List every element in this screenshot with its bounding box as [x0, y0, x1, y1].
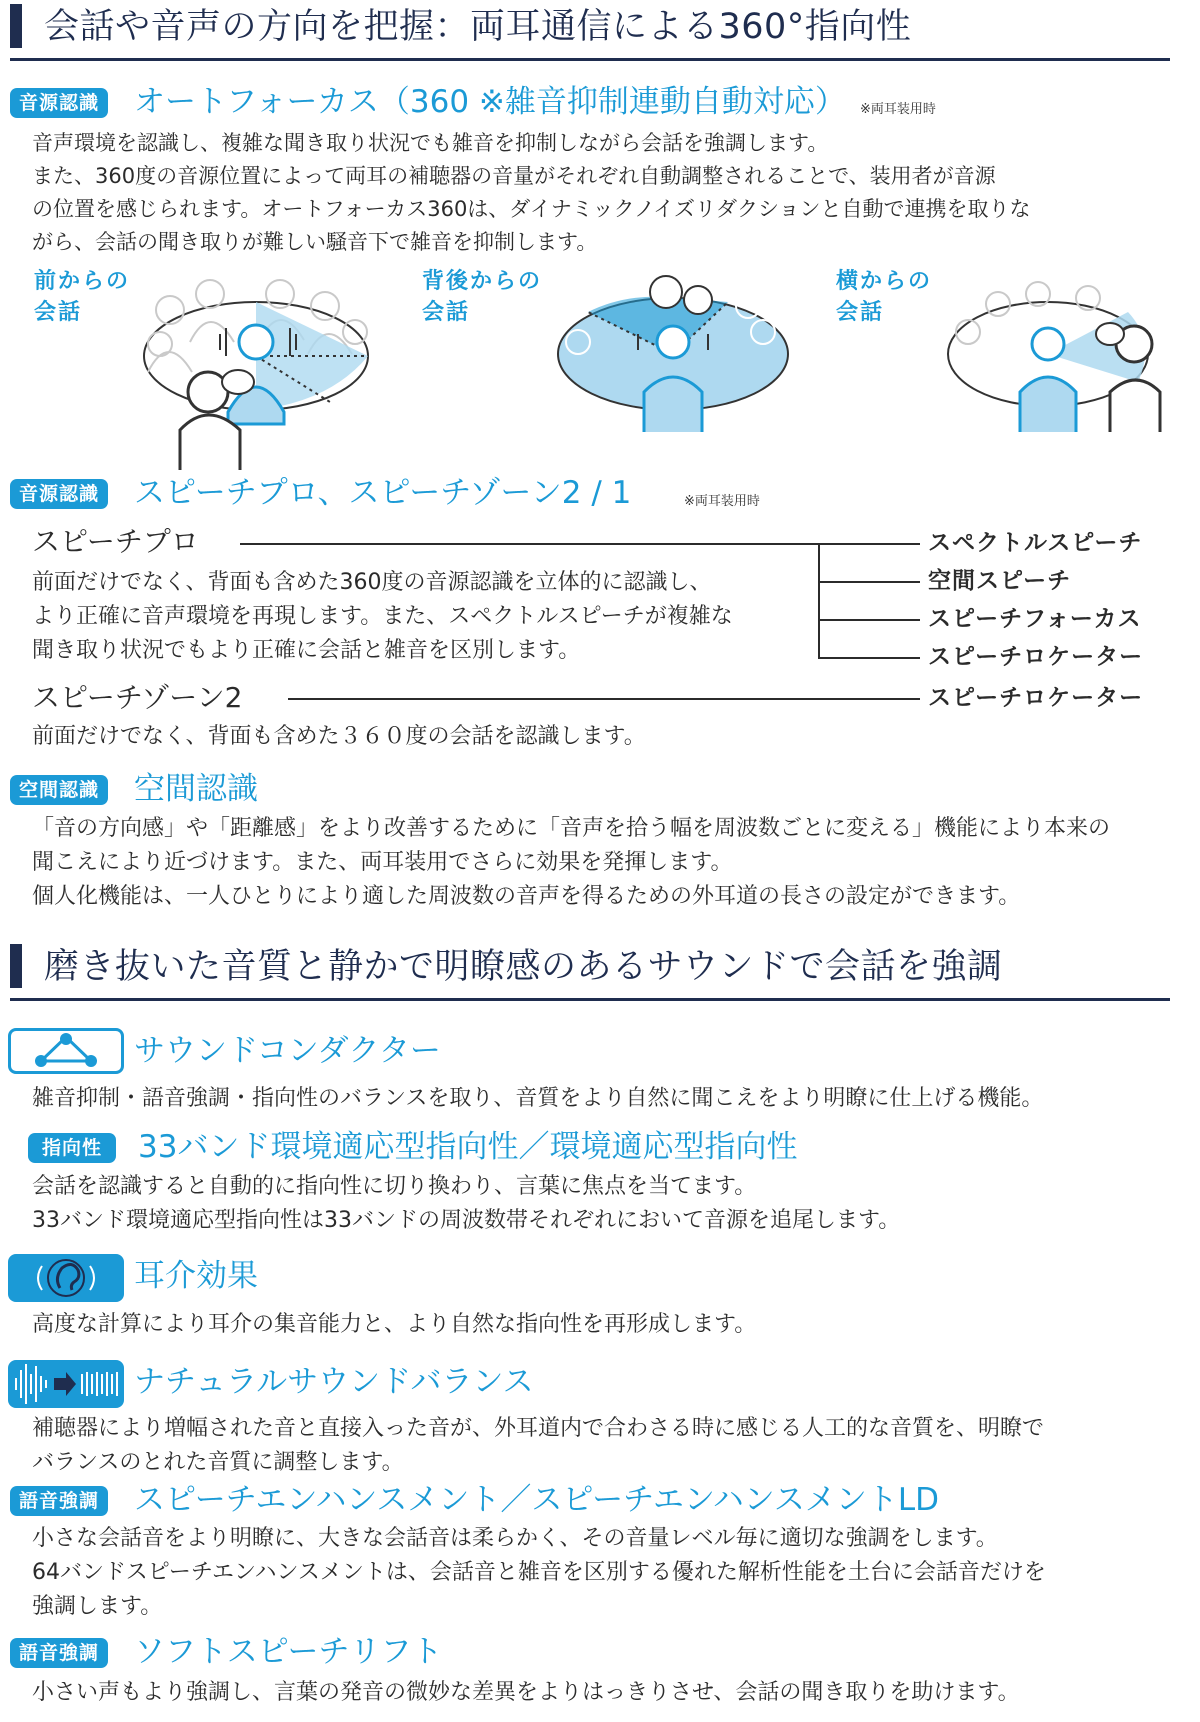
- feature-title-softlift: ソフトスピーチリフト: [134, 1634, 443, 1670]
- feature-title-speechpro: スピーチプロ、スピーチゾーン2 / 1: [134, 475, 632, 511]
- tree-branch-2: [818, 581, 920, 583]
- tree-line-zone: [288, 698, 920, 700]
- speechpro-name: スピーチプロ: [32, 525, 199, 558]
- scene-label-back: 背後からの 会話: [422, 269, 543, 325]
- pinna-description: 高度な計算により耳介の集音能力と、より自然な指向性を再形成します。: [32, 1312, 757, 1337]
- spatial-description: 「音の方向感」や「距離感」をより改善するために「音声を拾う幅を周波数ごとに変える」機能により本来の 聞こえにより近づけます。また、両耳装用でさらに効果を発揮します。 個人化機能は、一人ひとりにより適した周波数の音声を得るための外耳道の長さの設定ができます。: [32, 816, 1111, 909]
- feature-title-directional: 33バンド環境適応型指向性／環境適応型指向性: [138, 1129, 798, 1165]
- feature-speech-focus: スピーチフォーカス: [928, 606, 1142, 632]
- feature-title-enhance: スピーチエンハンスメント／スピーチエンハンスメントLD: [134, 1482, 939, 1518]
- feature-title-spatial: 空間認識: [134, 771, 258, 807]
- badge-directional: 指向性: [28, 1133, 116, 1163]
- badge-speech-enhance: 語音強調: [10, 1486, 108, 1516]
- natural-description: 補聴器により増幅された音と直接入った音が、外耳道内で合わさる時に感じる人工的な音質を、明瞭で バランスのとれた音質に調整します。: [32, 1416, 1045, 1475]
- side-conversation-illustration: [938, 262, 1178, 442]
- section-title-2: 磨き抜いた音質と静かで明瞭感のあるサウンドで会話を強調: [44, 947, 1003, 987]
- waveform-icon: [8, 1360, 124, 1408]
- feature-spectral-speech: スペクトルスピーチ: [928, 530, 1143, 556]
- autofocus-description: 音声環境を認識し、複雑な聞き取り状況でも雑音を抑制しながら会話を強調します。 また、360度の音源位置によって両耳の補聴器の音量がそれぞれ自動調整されることで、装用者が音源 の位置を感じられます。オートフォーカス360は、ダイナミックノイズリダクションと自動で連携を取りな がら、会話の聞き取りが難しい騒音下で雑音を抑制します。: [32, 131, 1031, 254]
- tree-vertical: [818, 543, 820, 657]
- ear-icon: [8, 1254, 124, 1302]
- feature-speech-locator: スピーチロケーター: [928, 644, 1144, 670]
- front-conversation-illustration: [130, 262, 400, 472]
- feature-spatial-speech: 空間スピーチ: [928, 568, 1072, 594]
- tree-branch-4: [818, 657, 920, 659]
- speechzone-name: スピーチゾーン2: [32, 681, 243, 714]
- section-title: 会話や音声の方向を把握：両耳通信による360°指向性: [44, 7, 912, 47]
- softlift-description: 小さい声もより強調し、言葉の発音の微妙な差異をよりはっきりさせ、会話の聞き取りを助けます。: [32, 1680, 1020, 1705]
- badge-sound-source-2: 音源認識: [10, 479, 108, 509]
- header-bar-2: [10, 944, 22, 988]
- feature-speech-locator-zone: スピーチロケーター: [928, 685, 1144, 711]
- section-header-sound-quality: [10, 940, 1170, 1001]
- badge-spatial: 空間認識: [10, 775, 108, 805]
- binaural-note: ※両耳装用時: [860, 102, 936, 117]
- conductor-description: 雑音抑制・語音強調・指向性のバランスを取り、音質をより自然に聞こえをより明瞭に仕上げる機能。: [32, 1086, 1044, 1111]
- badge-speech-enhance-2: 語音強調: [10, 1638, 108, 1668]
- scene-label-side: 横からの 会話: [836, 269, 933, 325]
- enhance-description: 小さな会話音をより明瞭に、大きな会話音は柔らかく、その音量レベル毎に適切な強調をします。 64バンドスピーチエンハンスメントは、会話音と雑音を区別する優れた解析性能を土台に会話音だけを 強調します。: [32, 1526, 1046, 1619]
- speechpro-description: 前面だけでなく、背面も含めた360度の音源認識を立体的に認識し、 より正確に音声環境を再現します。また、スペクトルスピーチが複雑な 聞き取り状況でもより正確に会話と雑音を区別します。: [32, 570, 733, 663]
- header-bar: [10, 4, 22, 48]
- scene-label-front: 前からの 会話: [34, 269, 131, 325]
- feature-title-autofocus: オートフォーカス（360 ※雑音抑制連動自動対応）: [134, 84, 846, 120]
- badge-sound-source: 音源認識: [10, 88, 108, 118]
- feature-title-pinna: 耳介効果: [134, 1258, 258, 1294]
- feature-title-natural: ナチュラルサウンドバランス: [134, 1364, 534, 1400]
- speechzone-description: 前面だけでなく、背面も含めた３６０度の会話を認識します。: [32, 724, 646, 749]
- directional-description: 会話を認識すると自動的に指向性に切り換わり、言葉に焦点を当てます。 33バンド環境適応型指向性は33バンドの周波数帯それぞれにおいて音源を追尾します。: [32, 1174, 901, 1233]
- feature-title-conductor: サウンドコンダクター: [134, 1033, 441, 1069]
- binaural-note-2: ※両耳装用時: [684, 494, 760, 509]
- tree-branch-3: [818, 619, 920, 621]
- back-conversation-illustration: [548, 262, 798, 442]
- triangle-network-icon: [8, 1028, 124, 1074]
- section-header-directionality: [10, 0, 1170, 61]
